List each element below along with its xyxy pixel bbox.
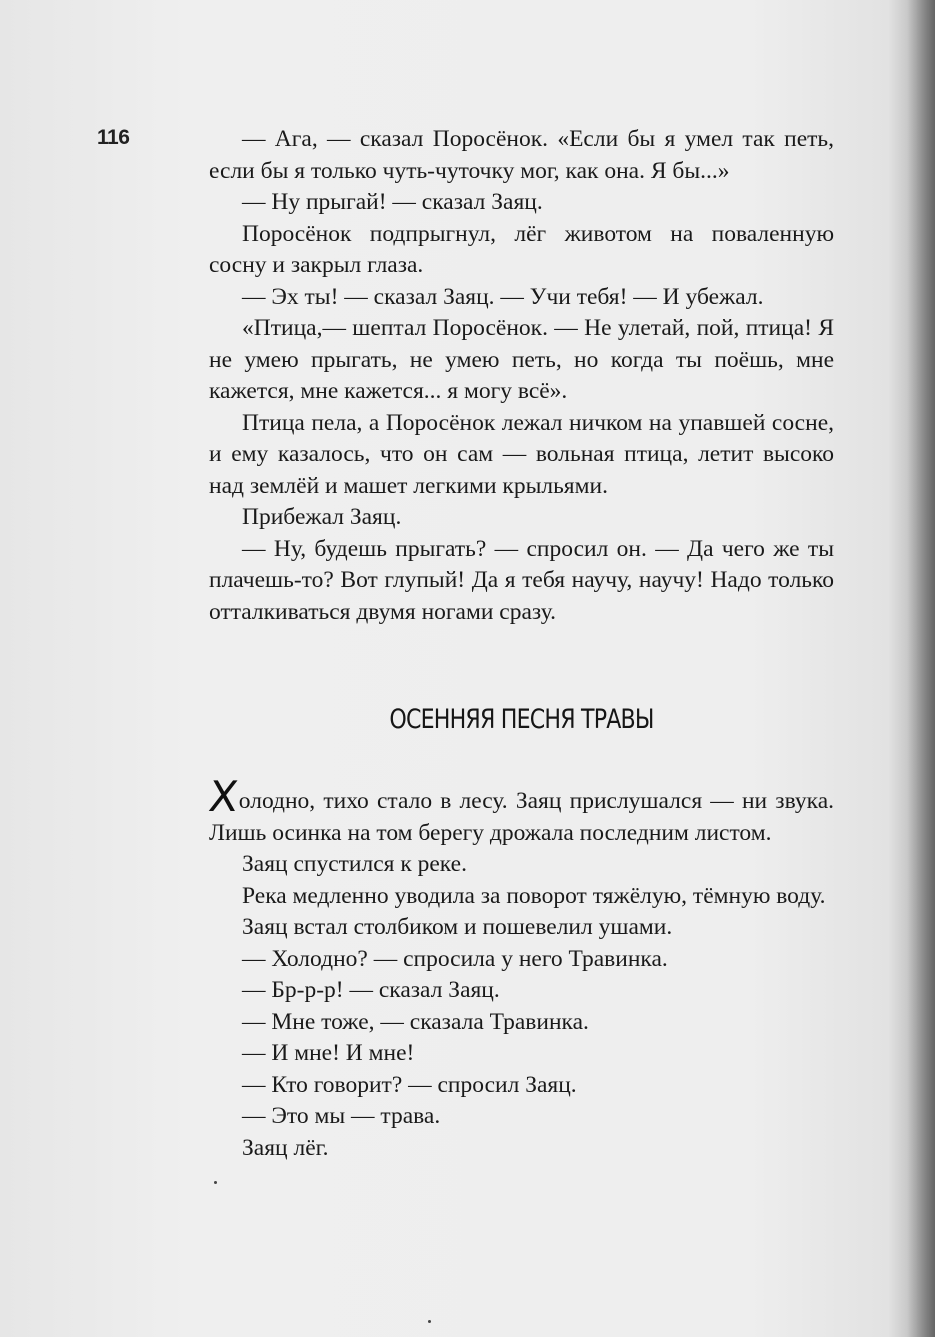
paragraph: — Ну, будешь прыгать? — спросил он. — Да чего же ты плачешь-то? Вот глупый! Да я тебя научу, научу! Надо только отталкиваться двумя ногами сразу. bbox=[209, 535, 834, 625]
print-speck bbox=[428, 1320, 431, 1323]
paragraph: Птица пела, а Поросёнок лежал ничком на упавшей сосне, и ему казалось, что он сам — вольная птица, летит высоко над землёй и машет легкими крыльями. bbox=[209, 409, 834, 499]
paragraph: — Ну прыгай! — сказал Заяц. bbox=[242, 189, 543, 215]
paragraph: Заяц спустился к реке. bbox=[242, 851, 467, 877]
paragraph: — И мне! И мне! bbox=[242, 1040, 415, 1066]
paragraph: — Эх ты! — сказал Заяц. — Учи тебя! — И убежал. bbox=[242, 283, 764, 310]
paragraph: — Бр-р-р! — сказал Заяц. bbox=[242, 977, 500, 1003]
paragraph: Заяц лёг. bbox=[242, 1134, 329, 1161]
page-edge-shadow bbox=[907, 0, 935, 1337]
paragraph: Поросёнок подпрыгнул, лёг животом на поваленную сосну и закрыл глаза. bbox=[209, 220, 834, 278]
opening-paragraph-text: олодно, тихо стало в лесу. Заяц прислушался — ни звука. Лишь осинка на том берегу дрожала последним листом. bbox=[209, 788, 834, 846]
drop-cap: Х bbox=[206, 772, 241, 821]
print-speck bbox=[214, 1181, 217, 1184]
paragraph: Прибежал Заяц. bbox=[242, 504, 402, 530]
chapter-opening-paragraph bbox=[206, 772, 834, 849]
paragraph: — Мне тоже, — сказала Травинка. bbox=[242, 1008, 589, 1035]
paragraph: «Птица,— шептал Поросёнок. — Не улетай, пой, птица! Я не умею прыгать, не умею петь, но когда ты поёшь, мне кажется, мне кажется... я могу всё». bbox=[209, 315, 834, 404]
paragraph: Заяц встал столбиком и пошевелил ушами. bbox=[242, 914, 673, 940]
page-number: 116 bbox=[97, 126, 130, 149]
text-block-top bbox=[209, 124, 834, 628]
paragraph: — Холодно? — спросила у него Травинка. bbox=[242, 945, 668, 972]
text-block-bottom bbox=[206, 772, 834, 1164]
chapter-title: ОСЕННЯЯ ПЕСНЯ ТРАВЫ bbox=[389, 704, 654, 735]
paragraph: — Это мы — трава. bbox=[242, 1103, 441, 1129]
paragraph: — Кто говорит? — спросил Заяц. bbox=[242, 1071, 577, 1098]
paragraph: — Ага, — сказал Поросёнок. «Если бы я умел так петь, если бы я только чуть-чуточку мог, как она. Я бы...» bbox=[209, 126, 834, 184]
paragraph: Река медленно уводила за поворот тяжёлую, тёмную воду. bbox=[242, 882, 826, 909]
